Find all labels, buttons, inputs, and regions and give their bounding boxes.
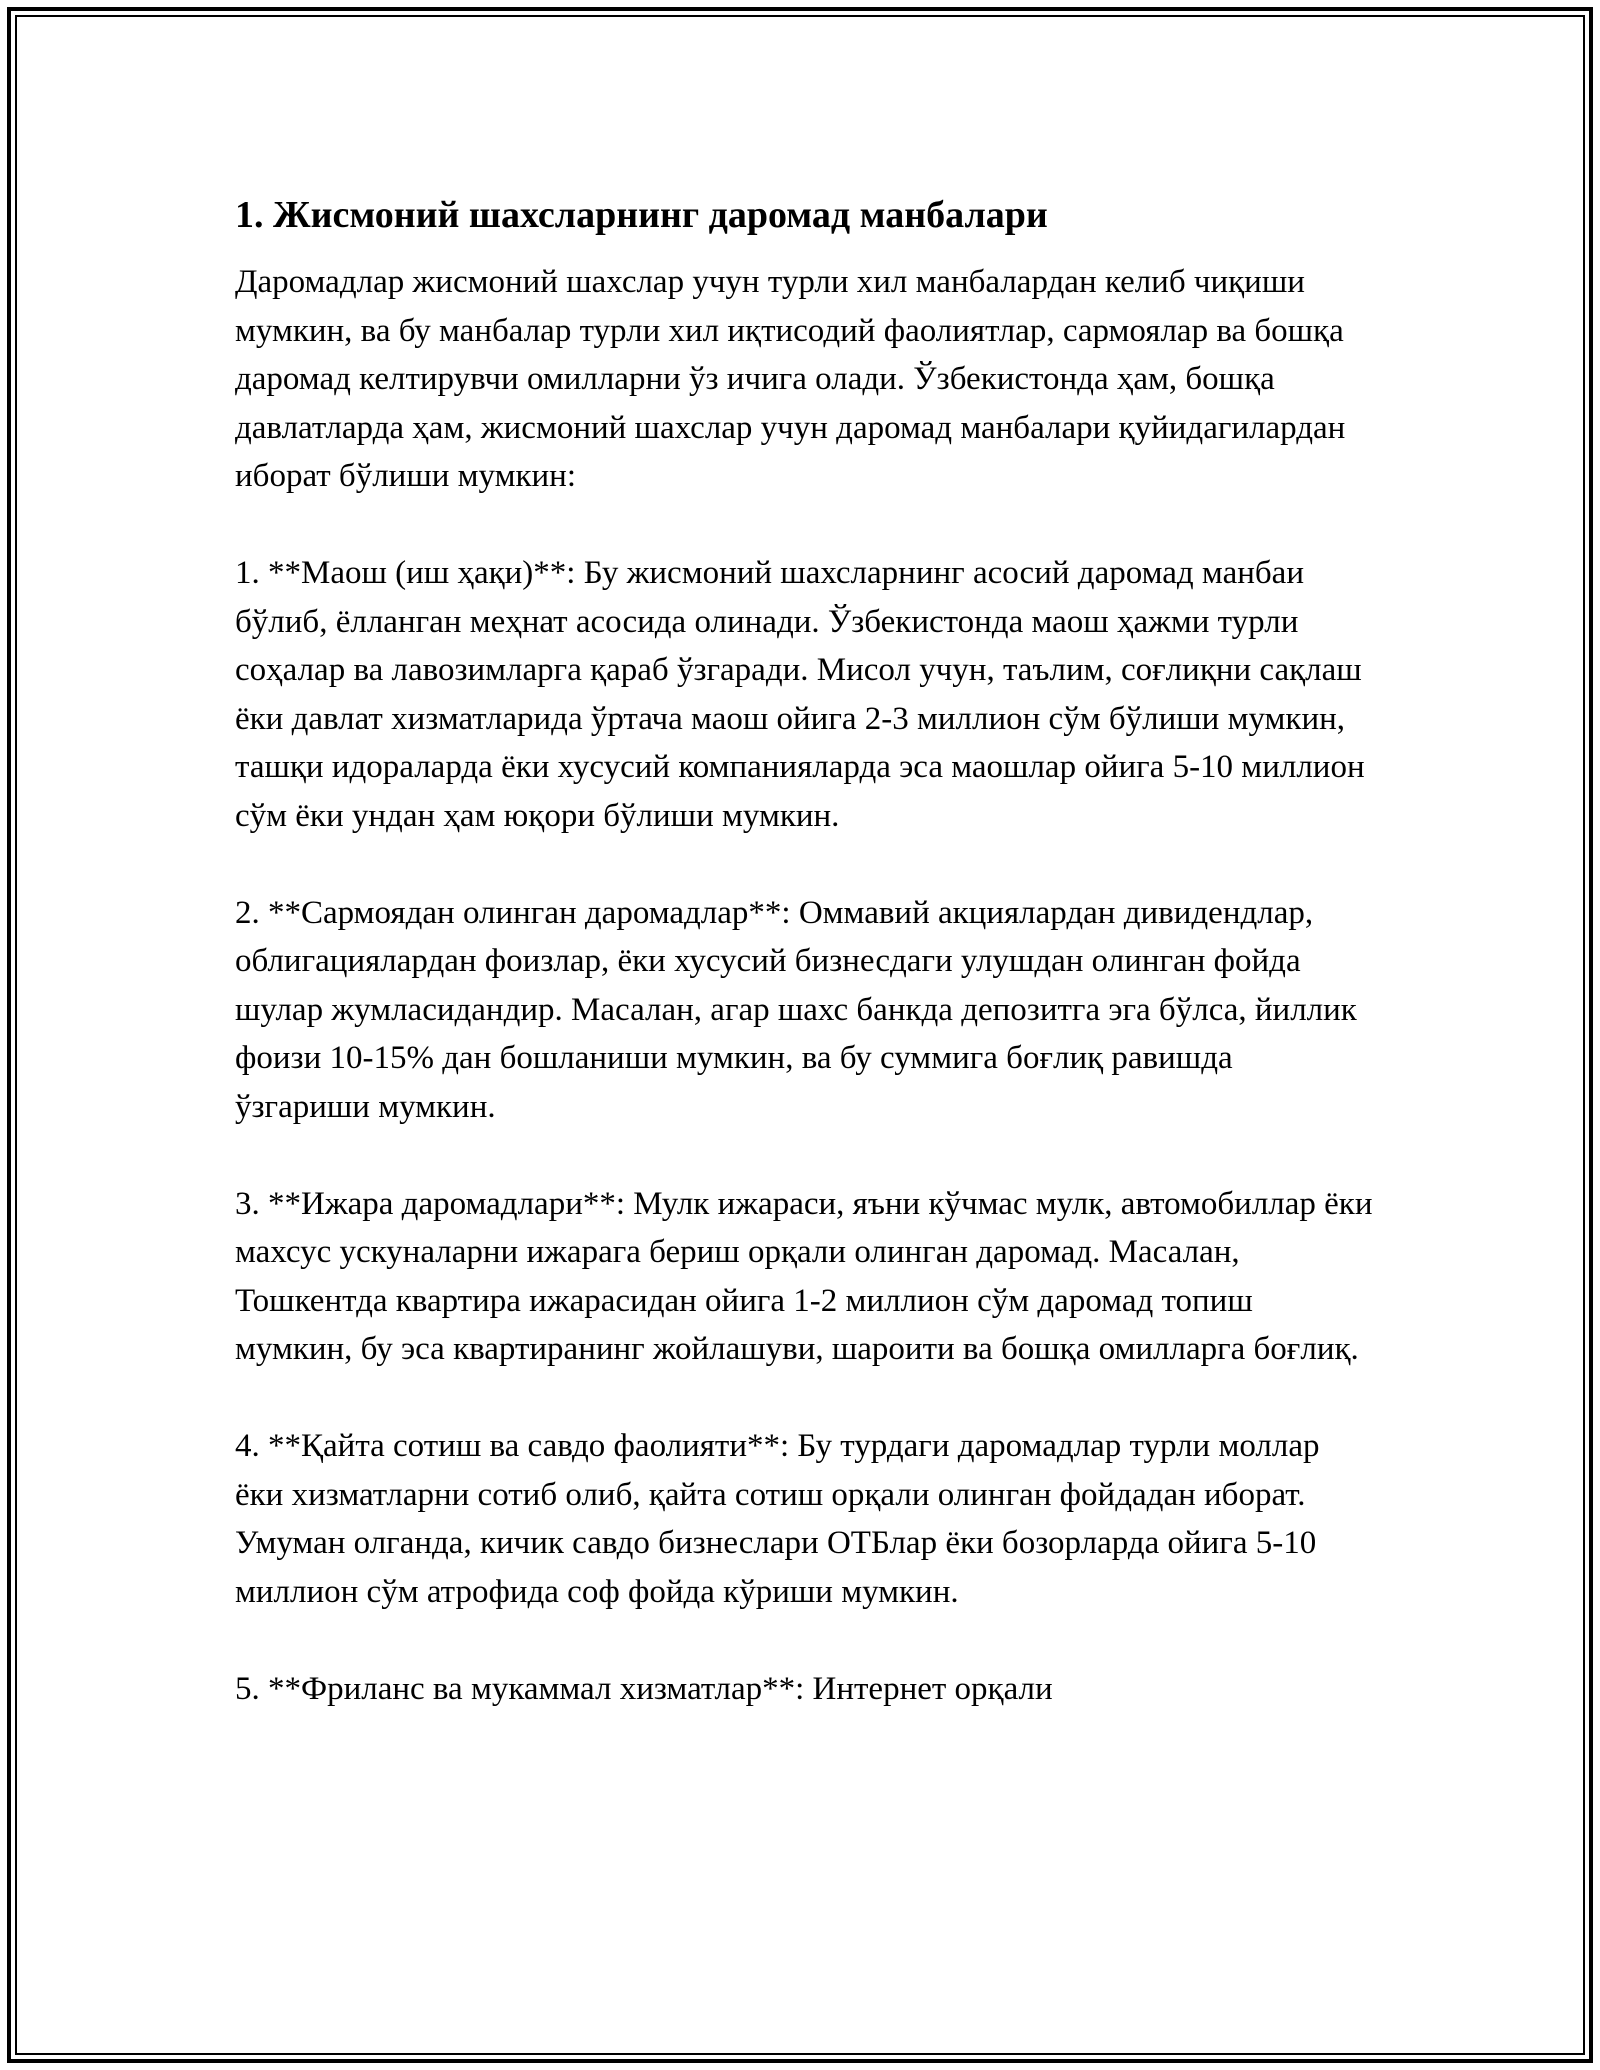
intro-paragraph: Даромадлар жисмоний шахслар учун турли хил манбалардан келиб чиқиши мумкин, ва бу манбалар турли хил иқтисодий фаолиятлар, сармоялар ва бошқа даромад келтирувчи омилларни ўз ичига олади. Ўзбекистонда ҳам, бошқа давлатларда ҳам, жисмоний шахслар учун даромад манбалари қуйидагилардан иборат бўлиши мумкин:	[235, 264, 1346, 494]
list-item-investment-income: 2. **Сармоядан олинган даромадлар**: Оммавий акциялардан дивидендлар, облигациялардан фоизлар, ёки хусусий бизнесдаги улушдан олинган фойда шулар жумласидандир. Масалан, агар шахс банкда депозитга эга бўлса, йиллик фоизи 10-15% дан бошланиши мумкин, ва бу суммига боғлиқ равишда ўзгариши мумкин.	[235, 894, 1357, 1125]
list-item-rental-income: 3. **Ижара даромадлари**: Мулк ижараси, яъни кўчмас мулк, автомобиллар ёки махсус ускуналарни ижарага бериш орқали олинган даромад. Масалан, Тошкентда квартира ижарасидан ойига 1-2 миллион сўм даромад топиш мумкин, бу эса квартиранинг жойлашуви, шароити ва бошқа омилларга боғлиқ.	[235, 1185, 1373, 1367]
list-item-salary: 1. **Маош (иш ҳақи)**: Бу жисмоний шахсларнинг асосий даромад манбаи бўлиб, ёлланган меҳнат асосида олинади. Ўзбекистонда маош ҳажми турли соҳалар ва лавозимларга қараб ўзгаради. Мисол учун, таълим, соғлиқни сақлаш ёки давлат хизматларида ўртача маош ойига 2-3 миллион сўм бўлиши мумкин, ташқи идораларда ёки хусусий компанияларда эса маошлар ойига 5-10 миллион сўм ёки ундан ҳам юқори бўлиши мумкин.	[235, 555, 1365, 834]
section-heading: 1. Жисмоний шахсларнинг даромад манбалари	[235, 194, 1048, 236]
list-item-resale-trade: 4. **Қайта сотиш ва савдо фаолияти**: Бу турдаги даромадлар турли моллар ёки хизматларни сотиб олиб, қайта сотиш орқали олинган фойдадан иборат. Умуман олганда, кичик савдо бизнеслари ОТБлар ёки бозорларда ойига 5-10 миллион сўм атрофида соф фойда кўриши мумкин.	[235, 1428, 1320, 1610]
document-body	[235, 186, 1375, 1713]
list-item-freelance: 5. **Фриланс ва мукаммал хизматлар**: Интернет орқали	[235, 1670, 1053, 1707]
